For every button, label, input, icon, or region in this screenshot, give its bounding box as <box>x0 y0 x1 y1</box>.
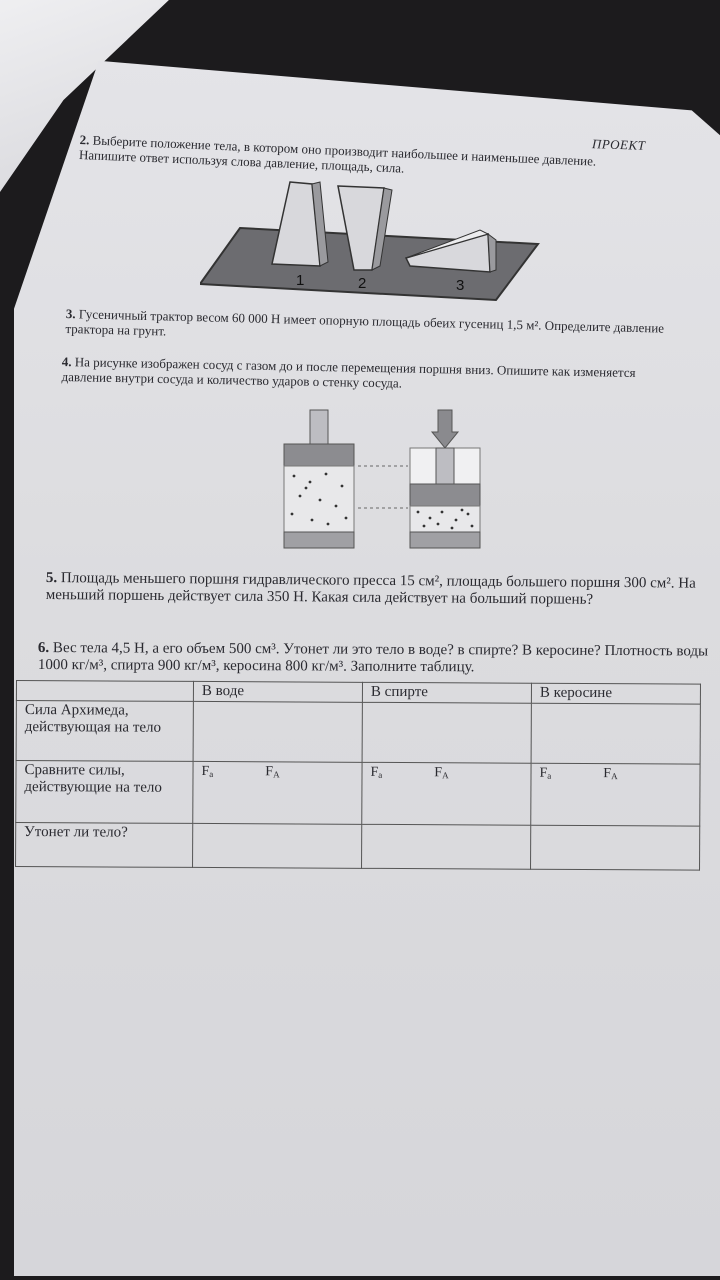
answer-cell[interactable] <box>531 825 700 870</box>
figure-vessels <box>262 408 502 563</box>
answer-cell[interactable] <box>193 701 362 762</box>
task-number: 3. <box>65 306 76 322</box>
figure-blocks <box>200 178 540 307</box>
answer-cell[interactable] <box>362 762 531 825</box>
answer-table <box>15 680 701 871</box>
row-label: Сила Архимеда, действующая на тело <box>16 701 193 762</box>
force-fA: $F_A$ <box>603 766 618 782</box>
task-text: Выберите положение тела, в котором оно производит наибольшее и наименьшее давление. Напишите ответ используя слова давление, площадь, сила. <box>78 132 597 176</box>
task-text: Вес тела 4,5 Н, а его объем 500 см³. Утонет ли это тело в воде? в спирте? В керосине? Плотность воды 1000 кг/м³, спирта 900 кг/м³, керосина 800 кг/м³. Заполните таблицу. <box>37 640 709 676</box>
answer-cell[interactable] <box>362 824 531 869</box>
row-label: Утонет ли тело? <box>16 823 193 868</box>
task-3 <box>65 306 678 351</box>
block-label: 3 <box>456 277 465 294</box>
task-text: На рисунке изображен сосуд с газом до и после перемещения поршня вниз. Опишите как изменяется давление внутри сосуда и количество ударов о стенку сосуда. <box>61 354 636 391</box>
task-number: 4. <box>61 354 72 370</box>
answer-cell[interactable] <box>362 702 531 763</box>
column-header: В воде <box>193 681 362 702</box>
task-5 <box>46 570 706 610</box>
vessels-illustration <box>262 408 502 558</box>
column-header: В керосине <box>531 683 700 704</box>
block-label: 2 <box>358 275 367 292</box>
blocks-illustration <box>200 178 540 302</box>
answer-cell[interactable] <box>193 823 362 868</box>
answer-cell[interactable] <box>193 761 362 824</box>
table-row <box>16 823 700 871</box>
force-fA: $F_A$ <box>434 765 449 781</box>
force-fa: $F_а$ <box>370 764 383 780</box>
force-fa: $F_а$ <box>201 763 214 780</box>
task-text: Площадь меньшего поршня гидравлического пресса 15 см², площадь большего поршня 300 см². На меньший поршень действует сила 350 Н. Какая сила действует на больший поршень? <box>45 570 696 608</box>
task-number: 5. <box>45 570 58 587</box>
force-fA: $F_A$ <box>265 764 280 780</box>
task-6 <box>38 640 720 678</box>
answer-cell[interactable] <box>531 703 700 764</box>
answer-cell[interactable] <box>531 763 700 826</box>
force-fa: $F_а$ <box>539 765 552 781</box>
down-arrow-icon <box>432 410 458 448</box>
column-header: В спирте <box>362 682 531 703</box>
table-row <box>16 701 700 765</box>
task-4 <box>61 354 677 396</box>
draft-stamp: ПРОЕКТ <box>591 136 646 153</box>
task-number: 2. <box>79 132 90 148</box>
row-label: Сравните силы, действующие на тело <box>16 761 193 824</box>
column-header <box>16 681 193 702</box>
task-number: 6. <box>37 640 50 657</box>
table-row <box>16 761 700 827</box>
task-text: Гусеничный трактор весом 60 000 Н имеет опорную площадь обеих гусениц 1,5 м². Определите давление трактора на грунт. <box>65 306 665 339</box>
block-label: 1 <box>296 272 305 289</box>
